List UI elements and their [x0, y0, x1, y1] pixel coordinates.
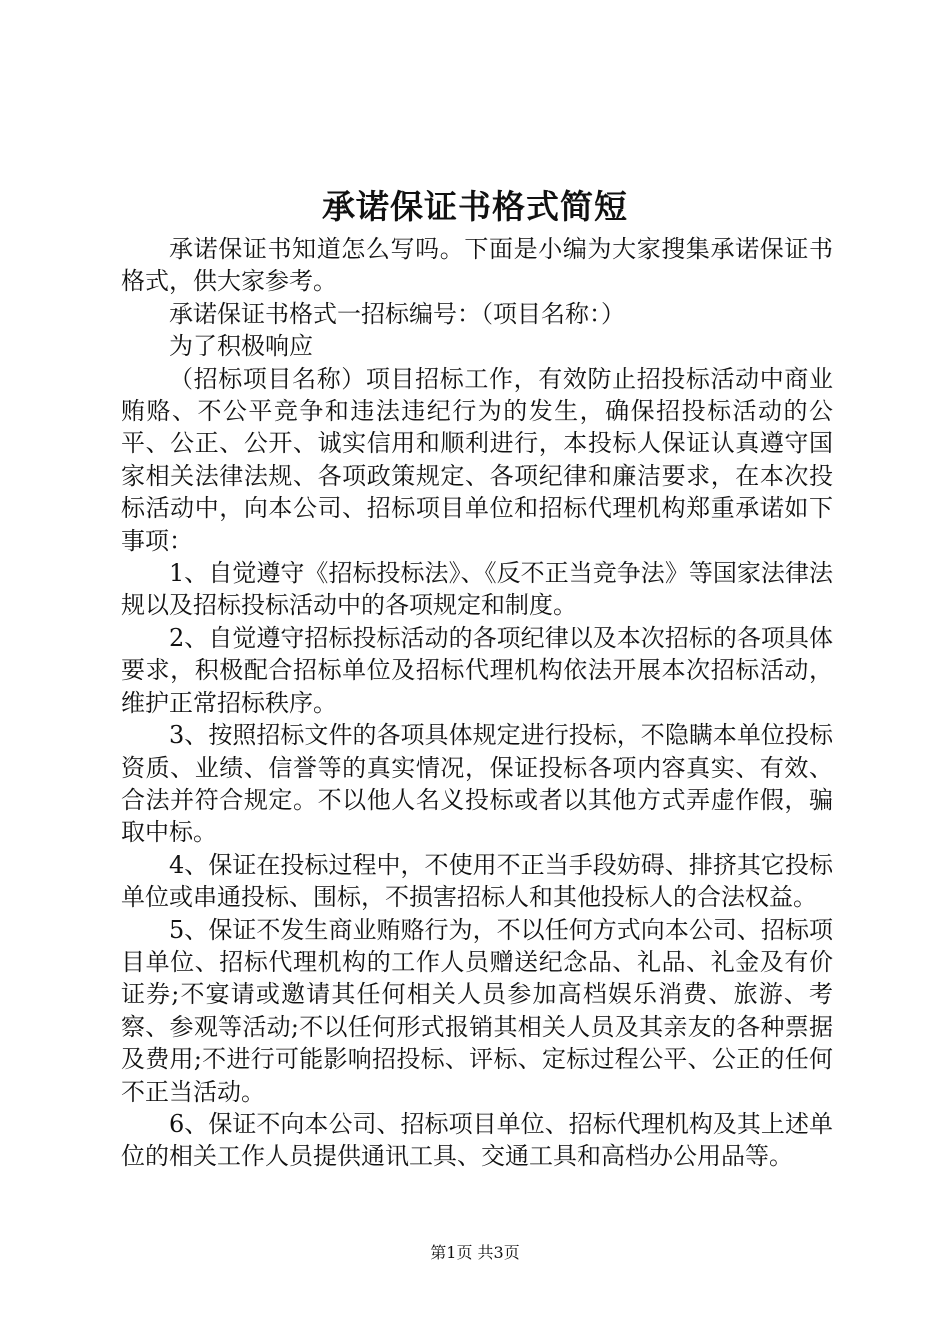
- paragraph-intro: 承诺保证书知道怎么写吗。下面是小编为大家搜集承诺保证书格式，供大家参考。: [121, 235, 833, 296]
- document-body: [121, 233, 833, 1173]
- paragraph-item-5: 5、保证不发生商业贿赂行为，不以任何方式向本公司、招标项目单位、招标代理机构的工作人员赠送纪念品、礼品、礼金及有价证券;不宴请或邀请其任何相关人员参加高档娱乐消费、旅游、考察、参观等活动;不以任何形式报销其相关人员及其亲友的各种票据及费用;不进行可能影响招投标、评标、定标过程公平、公正的任何不正当活动。: [121, 915, 833, 1106]
- paragraph-respond: 为了积极响应: [169, 332, 313, 361]
- page-number-footer: 第1页 共3页: [430, 1243, 520, 1262]
- paragraph-item-6: 6、保证不向本公司、招标项目单位、招标代理机构及其上述单位的相关工作人员提供通讯工具、交通工具和高档办公用品等。: [121, 1109, 833, 1171]
- document-title: 承诺保证书格式简短: [322, 187, 628, 226]
- paragraph-pledge-preamble: （招标项目名称）项目招标工作，有效防止招投标活动中商业贿赂、不公平竞争和违法违纪行为的发生，确保招投标活动的公平、公正、公开、诚实信用和顺利进行，本投标人保证认真遵守国家相关法律法规、各项政策规定、各项纪律和廉洁要求，在本次投标活动中，向本公司、招标项目单位和招标代理机构郑重承诺如下事项：: [121, 364, 833, 555]
- paragraph-format-heading: 承诺保证书格式一招标编号：（项目名称：）: [169, 299, 625, 328]
- paragraph-item-3: 3、按照招标文件的各项具体规定进行投标，不隐瞒本单位投标资质、业绩、信誉等的真实情况，保证投标各项内容真实、有效、合法并符合规定。不以他人名义投标或者以其他方式弄虚作假，骗取中标。: [121, 721, 833, 847]
- paragraph-item-1: 1、自觉遵守《招标投标法》、《反不正当竞争法》等国家法律法规以及招标投标活动中的各项规定和制度。: [121, 559, 833, 620]
- paragraph-item-4: 4、保证在投标过程中，不使用不正当手段妨碍、排挤其它投标单位或串通投标、围标，不损害招标人和其他投标人的合法权益。: [121, 850, 833, 912]
- paragraph-item-2: 2、自觉遵守招标投标活动的各项纪律以及本次招标的各项具体要求，积极配合招标单位及招标代理机构依法开展本次招标活动，维护正常招标秩序。: [121, 623, 833, 717]
